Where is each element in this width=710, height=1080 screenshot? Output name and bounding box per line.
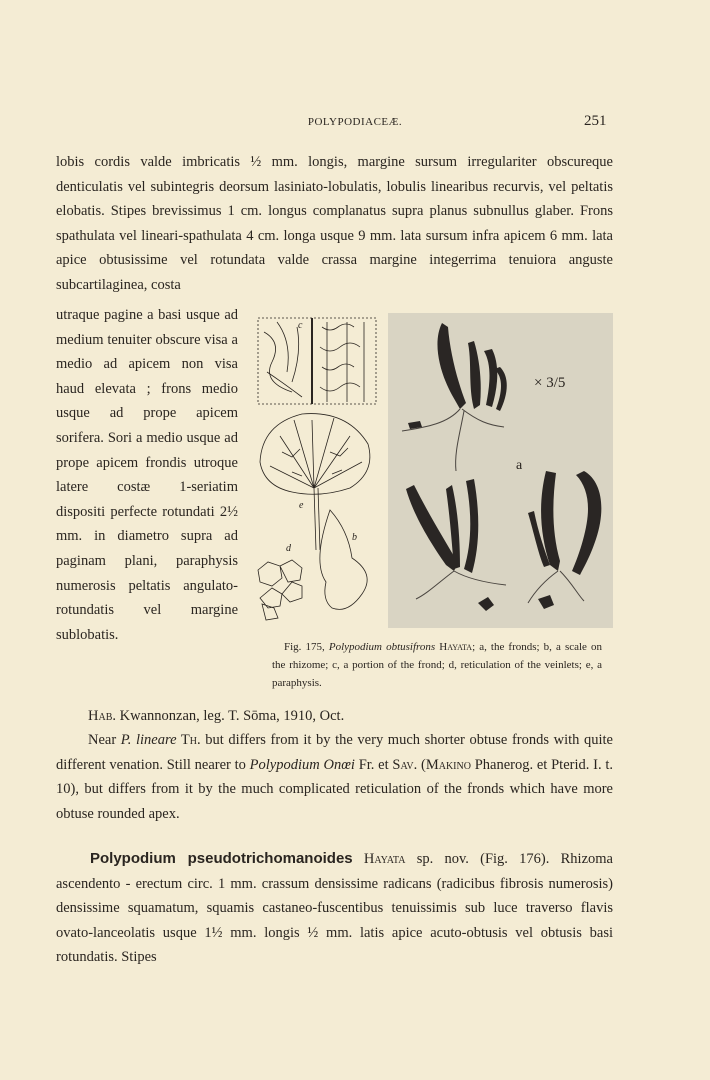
species-name: Polypodium pseudotrichomanoides (90, 850, 353, 867)
figure-label-e: e (299, 500, 304, 511)
caption-species: Polypodium obtusifrons (328, 641, 436, 653)
figure-label-c: c (298, 320, 303, 331)
paragraph-left-column: utraque pagine a basi usque ad medium tenuiter obscure visa a medio ad apicem non visa haud elevata ; frons medio usque ad prope apicem sorifera. Sori a medio usque ad prope apicem frondis utroque latere costæ 1-seriatim dispositi perfecte rotundati 2½ mm. in diametro supra ad paginam plani, paraphysis numerosis peltatis angulato-rotundatis vel margine sublobatis. (56, 307, 238, 643)
running-head: POLYPODIACEÆ. (307, 116, 403, 128)
near-text-5: Phanerog. et Pterid. I. t. 10), but differs from it by the much complicated reticulation of the fronds which have more obtuse rounded apex. (56, 756, 613, 822)
hab-text: Kwannonzan, leg. T. Sōma, 1910, Oct. (116, 708, 345, 724)
figure-line-drawings (252, 312, 380, 624)
caption-description: ; a, the fronds; b, a scale on the rhizome; c, a portion of the frond; d, reticulation of the veinlets; e, a paraphysis. (272, 641, 603, 689)
figure-caption (272, 638, 602, 692)
near-author-3: Makino (425, 756, 471, 773)
figure-label-d: d (286, 543, 291, 554)
near-text-2: but differs from it by the very much shorter obtuse fronds with quite different venation. Still nearer to (56, 732, 613, 773)
species-designation: sp. nov. (Fig. 176). (405, 851, 550, 867)
near-text-3: Fr. et (354, 756, 393, 773)
caption-fig-number: Fig. 175, (284, 641, 325, 653)
drawing-e-paraphysis (260, 414, 370, 550)
paragraph-new-species (56, 847, 613, 970)
species-description: Rhizoma ascendento - erectum circ. 1 mm. crassum densissime radicans (radicibus fibrosis numerosis) densissime squamatum, squamis castaneo-fuscentibus tenuissimis sub luce traverso flavis ovato-lanceolatis usque 1½ mm. longis ½ mm. latis apice acuto-obtusis vel obtusis basi rotundatis. Stipes (56, 851, 613, 966)
paragraph-description-continued: lobis cordis valde imbricatis ½ mm. longis, margine sursum irregulariter obscureque denticulatis vel subintegris deorsum lasiniato-lobulatis, lobulis linearibus recurvis, vel peltatis elobatis. Stipes brevissimus 1 cm. longus complanatus supra planus subnullus glaber. Frons spathulata vel lineari-spathulata 4 cm. longa usque 9 mm. lata sursum infra apicem 6 mm. lata apice obtusissime vel rotundata valde crassa margine integerrima tenuiora anguste subcartilaginea, costa (56, 154, 613, 293)
figure-label-b: b (352, 532, 357, 543)
near-text-1: Near (88, 732, 121, 748)
near-author-1: Th. (176, 732, 201, 748)
near-species-2: Polypodium Onœi (249, 756, 355, 773)
hab-label: Hab. (88, 708, 116, 724)
page-number: 251 (584, 113, 607, 129)
caption-text (272, 638, 602, 692)
paragraph-comparison (56, 728, 613, 826)
drawing-b-scale (320, 510, 367, 609)
near-text-4: ( (417, 756, 426, 773)
fronds-photo-image (388, 313, 613, 628)
photo-label-a: a (516, 458, 523, 473)
near-species-1: P. lineare (120, 732, 177, 748)
drawing-d-reticulation (258, 560, 302, 620)
species-author: Hayata (363, 851, 406, 867)
figure-photograph-fronds (388, 313, 613, 628)
scale-label: × 3/5 (534, 375, 566, 391)
near-author-2: Sav. (392, 756, 418, 773)
paragraph-habitat (56, 704, 613, 729)
drawing-c-frond-portion (258, 318, 376, 404)
caption-author: Hayata (439, 641, 473, 653)
